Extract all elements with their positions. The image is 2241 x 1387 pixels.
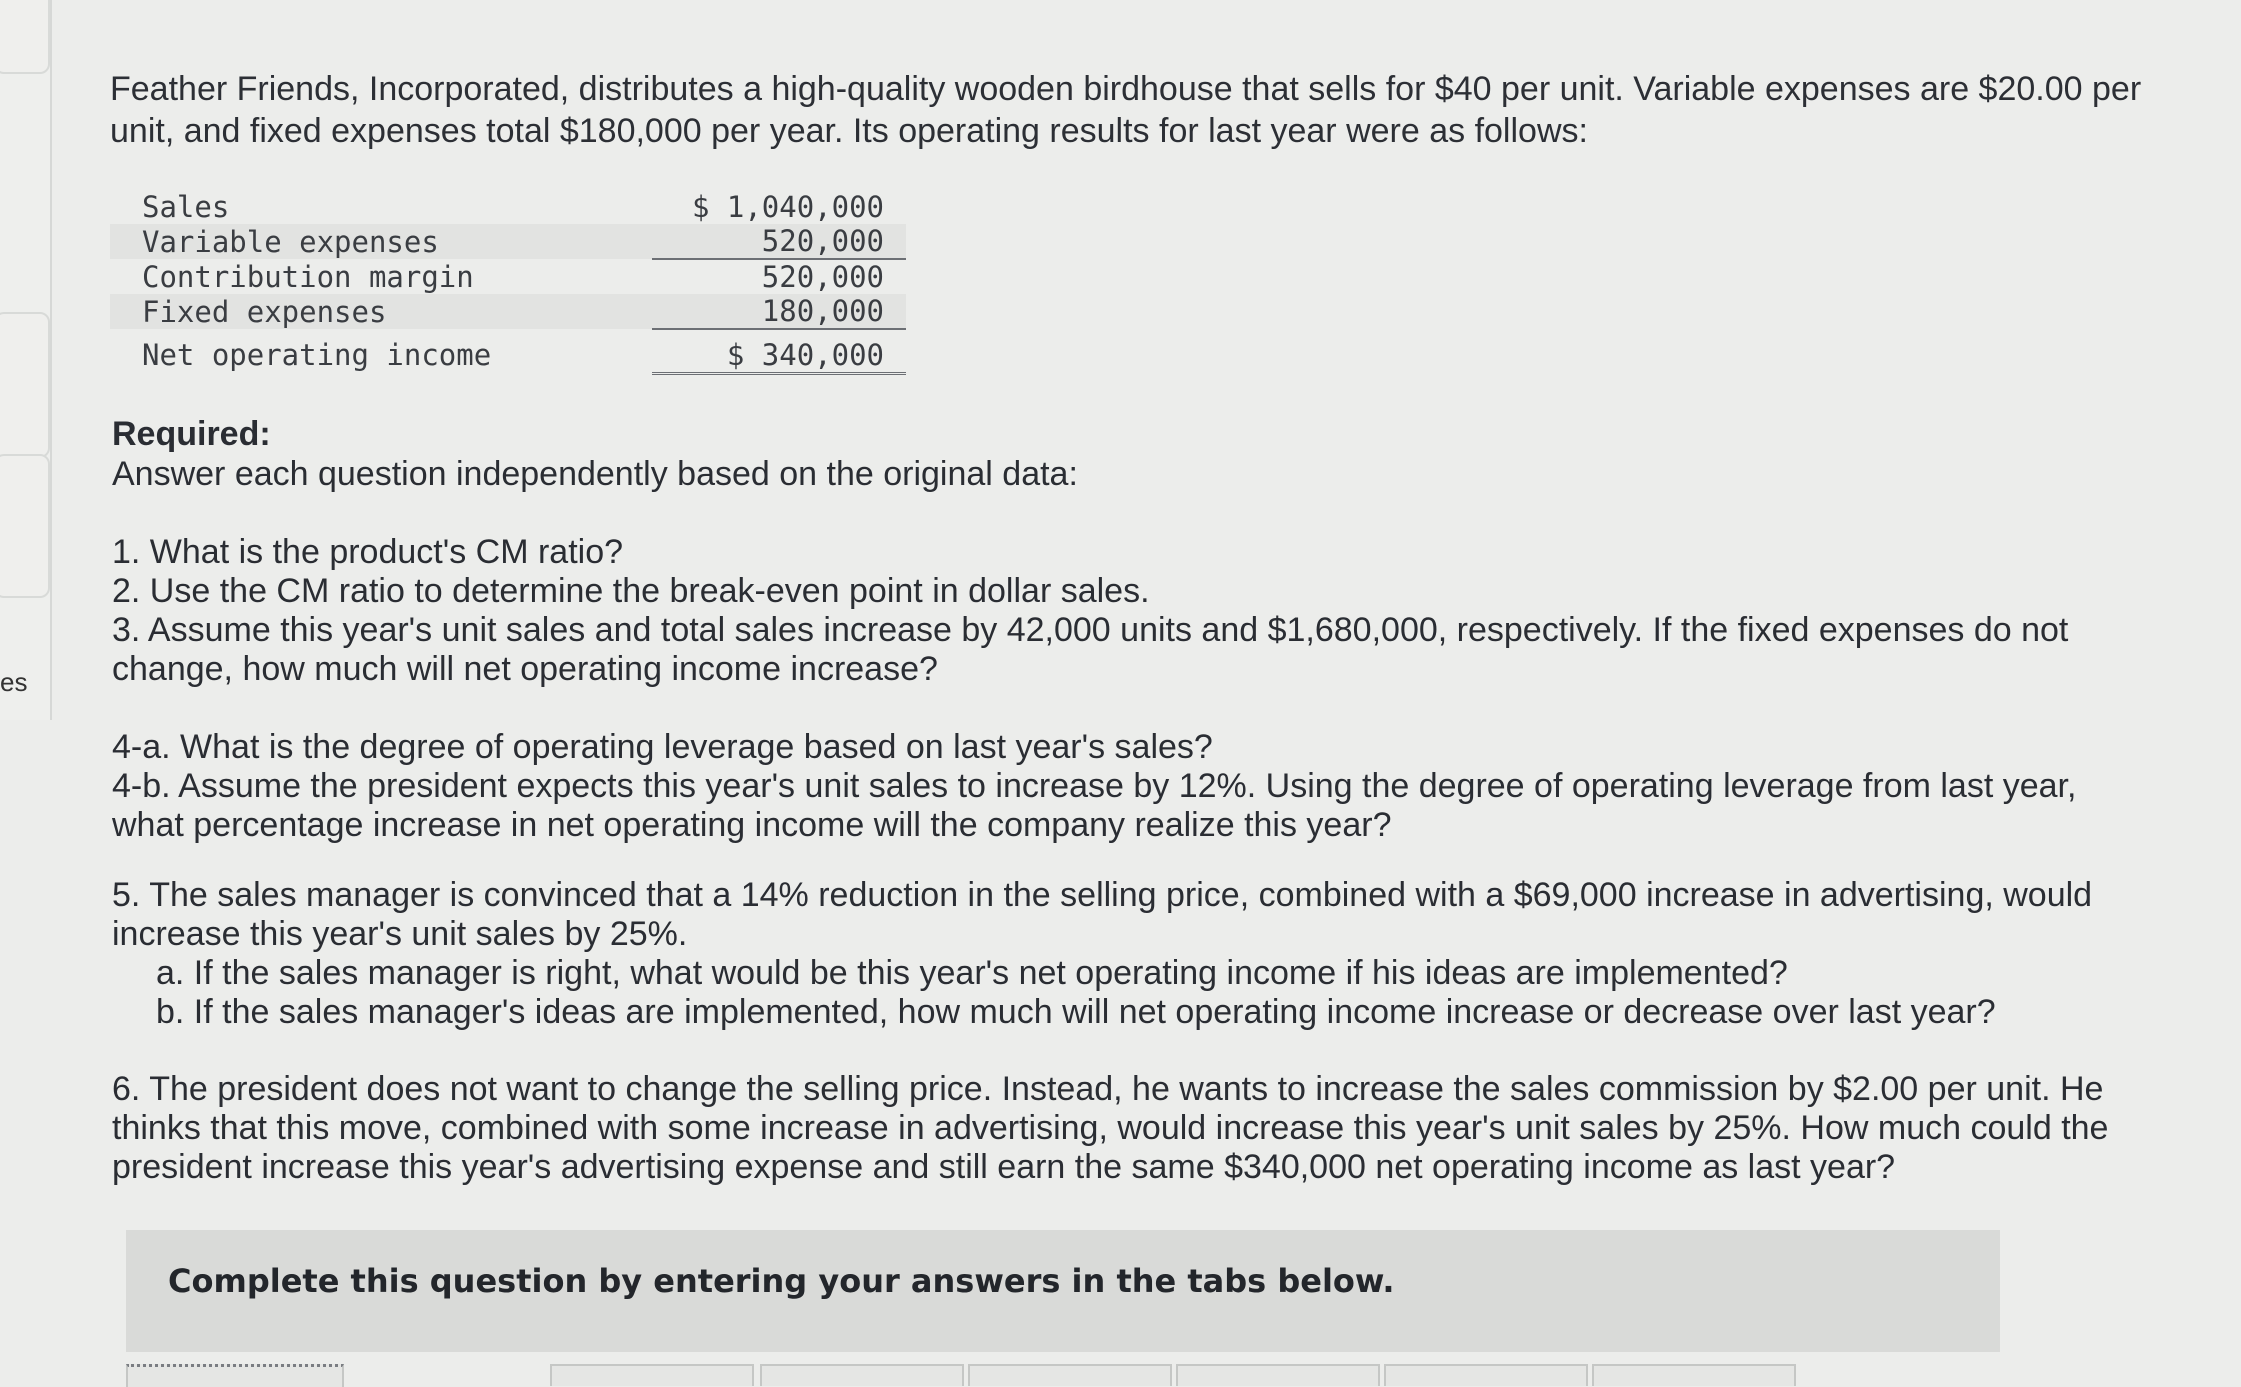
answer-tab-7[interactable] (1592, 1364, 1796, 1386)
rail-tab-top[interactable] (0, 0, 50, 74)
statement-label: Variable expenses (110, 224, 652, 259)
instruction-banner (126, 1230, 2000, 1352)
question-group-5 (112, 876, 2162, 1032)
problem-intro-container (110, 68, 2170, 152)
statement-row-variable-expenses (110, 224, 906, 259)
rail-tab-middle[interactable] (0, 312, 50, 458)
required-instruction: Answer each question independently based on the original data: (112, 455, 1078, 493)
answer-tabs (126, 1364, 1806, 1384)
question-5: 5. The sales manager is convinced that a 14% reduction in the selling price, combined with a $69,000 increase in advertising, would increase this year's unit sales by 25%. (112, 876, 2093, 953)
problem-intro: Feather Friends, Incorporated, distributes a high-quality wooden birdhouse that sells for $40 per unit. Variable expenses are $20.00 per unit, and fixed expenses total $180,000 per year. Its operating results for last year were as follows: (110, 70, 2142, 150)
question-2: 2. Use the CM ratio to determine the break-even point in dollar sales. (112, 572, 1150, 610)
question-4a: 4-a. What is the degree of operating leverage based on last year's sales? (112, 728, 1213, 766)
statement-label: Sales (142, 190, 230, 224)
rail-label[interactable]: es (0, 667, 28, 697)
question-5a: a. If the sales manager is right, what would be this year's net operating income if his ideas are implemented? (156, 954, 1788, 992)
answer-tab-4[interactable] (968, 1364, 1172, 1386)
statement-row-sales (110, 190, 906, 224)
statement-row-fixed-expenses (110, 294, 906, 329)
question-group-4 (112, 728, 2142, 845)
question-5b: b. If the sales manager's ideas are implemented, how much will net operating income increase or decrease over last year? (156, 993, 1996, 1031)
question-3: 3. Assume this year's unit sales and total sales increase by 42,000 units and $1,680,000, respectively. If the fixed expenses do not change, how much will net operating income increase? (112, 611, 2069, 688)
statement-row-contribution-margin (110, 259, 906, 294)
required-section (112, 414, 1078, 494)
statement-label: Fixed expenses (110, 294, 652, 329)
statement-value: 520,000 (761, 260, 884, 294)
instruction-banner-text: Complete this question by entering your answers in the tabs below. (168, 1262, 1395, 1300)
statement-value: $ 340,000 (652, 329, 906, 374)
statement-value: 180,000 (652, 294, 906, 329)
statement-value: $ 1,040,000 (691, 190, 884, 224)
statement-value: 520,000 (652, 224, 906, 259)
question-group-1-3 (112, 533, 2142, 689)
answer-tab-1[interactable] (126, 1364, 344, 1387)
question-4b: 4-b. Assume the president expects this year's unit sales to increase by 12%. Using the degree of operating leverage from last year, what percentage increase in net operating income will the company realize this year? (112, 767, 2077, 844)
answer-tab-6[interactable] (1384, 1364, 1588, 1386)
statement-label: Contribution margin (142, 259, 474, 294)
answer-tab-2[interactable] (550, 1364, 754, 1386)
question-6: 6. The president does not want to change the selling price. Instead, he wants to increase the sales commission by $2.00 per unit. He thinks that this move, combined with some increase in advertising, would increase this year's unit sales by 25%. How much could the president increase this year's advertising expense and still earn the same $340,000 net operating income as last year? (112, 1070, 2109, 1186)
rail-tab-lower[interactable] (0, 454, 50, 598)
income-statement (110, 190, 906, 375)
answer-tab-3[interactable] (760, 1364, 964, 1386)
required-heading: Required: (112, 415, 271, 453)
answer-tab-5[interactable] (1176, 1364, 1380, 1386)
question-group-6 (112, 1070, 2172, 1187)
statement-label: Net operating income (142, 338, 492, 373)
question-1: 1. What is the product's CM ratio? (112, 533, 624, 571)
statement-row-net-operating-income (110, 329, 906, 374)
left-rail (0, 0, 52, 720)
